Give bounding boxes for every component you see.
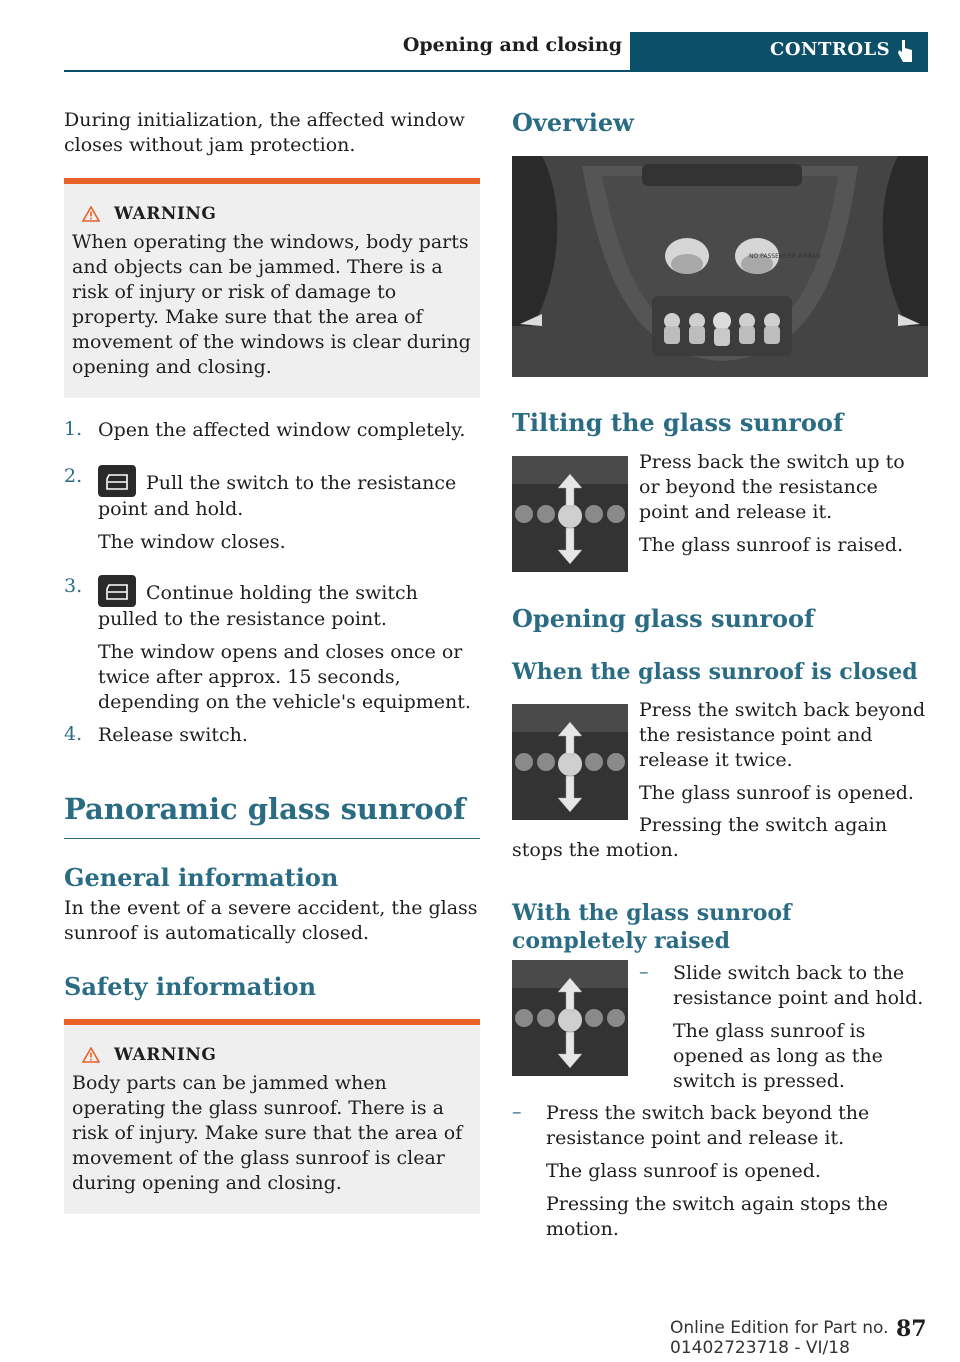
raised-list-item-1	[639, 961, 929, 1094]
warning-text: When operating the windows, body parts and objects can be jammed. There is a risk of injury or risk of damage to property. Make sure that the area of movement of the windows is clear during opening and closing.	[72, 231, 471, 378]
tilting-text: Press back the switch up to or beyond the resistance point and release it.	[639, 451, 905, 523]
step-number: 1.	[64, 418, 83, 440]
step-number: 4.	[64, 723, 83, 745]
warning-box-windows	[64, 178, 480, 398]
overhead-console-image	[512, 156, 928, 377]
step-number: 2.	[64, 465, 83, 487]
heading-overview: Overview	[512, 108, 634, 137]
closed-subtext: The glass sunroof is opened.	[639, 782, 914, 804]
tilting-text-block	[639, 450, 929, 558]
sunroof-switch-tilt-image	[512, 456, 628, 572]
list-item	[64, 575, 480, 715]
closed-subtext-2: Pressing the switch again stops the motion.	[512, 814, 888, 861]
step-text: Open the affected window completely.	[98, 419, 466, 441]
heading-panoramic: Panoramic glass sunroof	[64, 792, 466, 826]
step-text: Release switch.	[98, 724, 248, 746]
step-number: 3.	[64, 575, 83, 597]
general-info-text: In the event of a severe accident, the glass sunroof is automatically closed.	[64, 897, 478, 944]
warning-label: WARNING	[114, 204, 217, 224]
closed-text-block	[639, 698, 929, 806]
list-item	[64, 723, 480, 748]
heading-opening: Opening glass sunroof	[512, 604, 815, 633]
warning-triangle-icon	[82, 1047, 100, 1063]
header-section-title: Opening and closing	[402, 34, 622, 56]
page-number: 87	[896, 1316, 927, 1342]
sunroof-switch-open-image	[512, 704, 628, 820]
step-subtext: The window opens and closes once or twice after approx. 15 seconds, depending on the vehicle's equipment.	[98, 641, 471, 713]
heading-when-closed: When the glass sunroof is closed	[512, 659, 918, 685]
airbag-label: NO PASSENGER AIRBAG	[749, 253, 821, 260]
step-text: Pull the switch to the resistance point and hold.	[98, 472, 457, 520]
heading-general-information: General information	[64, 863, 339, 892]
warning-heading	[72, 204, 472, 224]
window-switch-icon	[98, 465, 136, 497]
left-column	[64, 108, 480, 1214]
heading-rule	[64, 838, 480, 839]
header-tab-label: CONTROLS	[770, 39, 891, 60]
steps-list	[64, 418, 480, 748]
warning-box-sunroof	[64, 1019, 480, 1214]
raised-item-subtext: The glass sunroof is opened.	[546, 1160, 821, 1182]
heading-tilting: Tilting the glass sunroof	[512, 408, 844, 437]
raised-list-item-2	[512, 1101, 928, 1242]
warning-heading	[72, 1045, 472, 1065]
list-item	[64, 418, 480, 443]
header-rule	[64, 70, 928, 72]
raised-item-subtext-2: Pressing the switch again stops the motion.	[546, 1193, 888, 1240]
heading-completely-raised: With the glass sunroof completely raised	[512, 900, 792, 954]
raised-item-text: Press the switch back beyond the resistance point and release it.	[546, 1102, 870, 1149]
dash-bullet: –	[512, 1101, 522, 1123]
raised-item-text: Slide switch back to the resistance point and hold.	[673, 962, 924, 1009]
warning-label: WARNING	[114, 1045, 217, 1065]
header-controls-tab	[630, 32, 928, 70]
sunroof-switch-raised-image	[512, 960, 628, 1076]
warning-triangle-icon	[82, 206, 100, 222]
footer-edition: Online Edition for Part no. 01402723718 - VI/18	[670, 1318, 889, 1358]
closed-text: Press the switch back beyond the resistance point and release it twice.	[639, 699, 926, 771]
window-switch-icon	[98, 575, 136, 607]
dash-bullet: –	[639, 961, 649, 983]
intro-paragraph: During initialization, the affected window closes without jam protection.	[64, 109, 465, 156]
tilting-subtext: The glass sunroof is raised.	[639, 534, 904, 556]
step-text: Continue holding the switch pulled to the resistance point.	[98, 582, 418, 630]
heading-safety-information: Safety information	[64, 972, 317, 1001]
raised-item-subtext: The glass sunroof is opened as long as the switch is pressed.	[673, 1020, 883, 1092]
step-subtext: The window closes.	[98, 531, 286, 553]
hand-pointer-icon	[896, 38, 914, 64]
warning-text: Body parts can be jammed when operating the glass sunroof. There is a risk of injury. Make sure that the area of movement of the glass sunroof is clear during opening and closing.	[72, 1072, 463, 1194]
list-item	[64, 465, 480, 555]
